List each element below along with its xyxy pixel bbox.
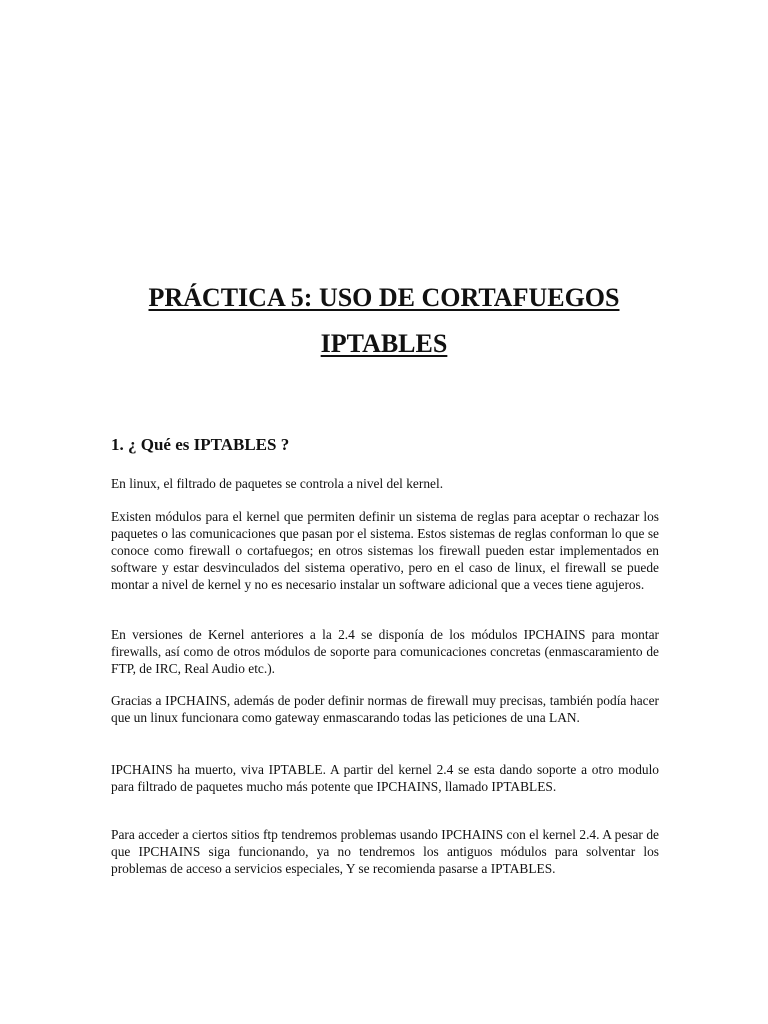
document-title-line-2: IPTABLES bbox=[320, 329, 448, 358]
paragraph-2: Existen módulos para el kernel que permiten definir un sistema de reglas para aceptar o rechazar los paquetes o las comunicaciones que pasan por el sistema. Estos sistemas de reglas conforman lo que se conoce como firewall o cortafuegos; en otros sistemas los firewall pueden estar implementados en software y estar desvinculados del sistema operativo, pero en el caso de linux, el firewall se puede montar a nivel de kernel y no es necesario instalar un software adicional que a veces tiene agujeros. bbox=[111, 509, 659, 592]
paragraph-6: Para acceder a ciertos sitios ftp tendremos problemas usando IPCHAINS con el kernel 2.4. A pesar de que IPCHAINS siga funcionando, ya no tendremos los antiguos módulos para solventar los problemas de acceso a servicios especiales, Y se recomienda pasarse a IPTABLES. bbox=[111, 827, 659, 876]
document-title-line-1: PRÁCTICA 5: USO DE CORTAFUEGOS bbox=[148, 283, 620, 312]
paragraph-4: Gracias a IPCHAINS, además de poder definir normas de firewall muy precisas, también podía hacer que un linux funcionara como gateway enmascarando todas las peticiones de una LAN. bbox=[111, 693, 659, 725]
paragraph-3: En versiones de Kernel anteriores a la 2.4 se disponía de los módulos IPCHAINS para montar firewalls, así como de otros módulos de soporte para comunicaciones concretas (enmascaramiento de FTP, de IRC, Real Audio etc.). bbox=[111, 627, 659, 676]
paragraph-1: En linux, el filtrado de paquetes se controla a nivel del kernel. bbox=[111, 476, 444, 491]
paragraph-5: IPCHAINS ha muerto, viva IPTABLE. A partir del kernel 2.4 se esta dando soporte a otro modulo para filtrado de paquetes mucho más potente que IPCHAINS, llamado IPTABLES. bbox=[111, 762, 659, 794]
section-heading: 1. ¿ Qué es IPTABLES ? bbox=[111, 435, 290, 454]
